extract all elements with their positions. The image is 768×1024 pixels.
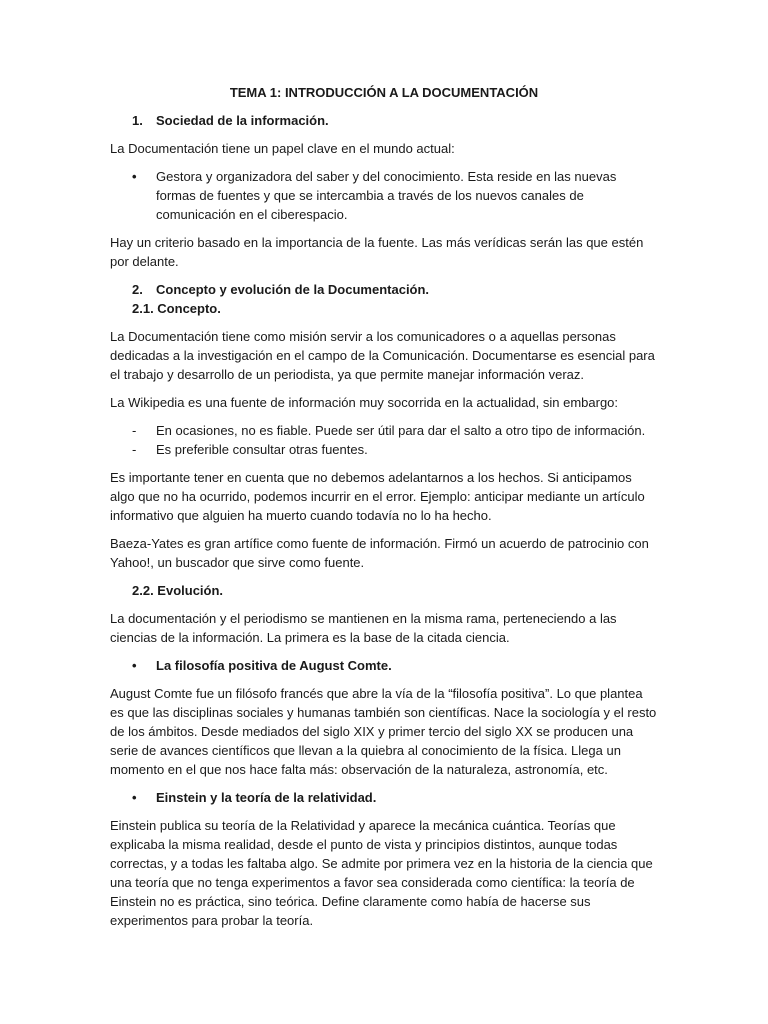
document-page <box>110 83 658 930</box>
dash-list-item <box>110 421 658 440</box>
paragraph: La documentación y el periodismo se mantienen en la misma rama, perteneciendo a las ciencias de la información. La primera es la base de la citada ciencia. <box>110 611 617 645</box>
dash-text: En ocasiones, no es fiable. Puede ser útil para dar el salto a otro tipo de información. <box>156 423 646 438</box>
paragraph: La Documentación tiene como misión servir a los comunicadores o a aquellas personas dedicadas a la investigación en el campo de la Comunicación. Documentarse es esencial para el trabajo y desarrollo de un periodista, ya que permite manejar información veraz. <box>110 329 655 382</box>
bullet-list-item <box>110 167 658 224</box>
dash-text: Es preferible consultar otras fuentes. <box>156 442 368 457</box>
dash-icon: - <box>132 442 137 457</box>
paragraph: August Comte fue un filósofo francés que abre la vía de la “filosofía positiva”. Lo que plantea es que las disciplinas sociales y humanas también son científicas. Nace la sociología y el resto de los ámbitos. Desde mediados del siglo XIX y primer tercio del siglo XX se producen una serie de avances científicos que llevan a la quiebra al conocimiento de la física. Llega un momento en el que nos hace falta más: observación de la naturaleza, astronomía, etc. <box>110 686 657 777</box>
bullet-list-item <box>110 656 658 675</box>
dash-list <box>110 421 658 459</box>
section-heading-1 <box>110 111 658 130</box>
section-title: Concepto y evolución de la Documentación. <box>156 282 430 297</box>
subsection-heading: 2.1. Concepto. <box>132 301 221 316</box>
bullet-text: Einstein y la teoría de la relatividad. <box>156 790 377 805</box>
paragraph: Es importante tener en cuenta que no debemos adelantarnos a los hechos. Si anticipamos algo que no ha ocurrido, podemos incurrir en el error. Ejemplo: anticipar mediante un artículo informativo que alguien ha muerto cuando todavía no lo ha hecho. <box>110 470 645 523</box>
paragraph: Einstein publica su teoría de la Relatividad y aparece la mecánica cuántica. Teorías que explicaba la misma realidad, desde el punto de vista y principios distintos, aunque todas correctas, y a todas les faltaba algo. Se admite por primera vez en la historia de la ciencia que una teoría que no tenga experimentos a favor sea considerada como científica: la teoría de Einstein no es práctica, sino teórica. Define claramente como había de hacerse sus experimentos para probar la teoría. <box>110 818 653 928</box>
bullet-icon: • <box>132 658 137 673</box>
paragraph: Baeza-Yates es gran artífice como fuente de información. Firmó un acuerdo de patrocinio con Yahoo!, un buscador que sirve como fuente. <box>110 536 649 570</box>
dash-list-item <box>110 440 658 459</box>
section-heading-2 <box>110 280 658 299</box>
paragraph: La Documentación tiene un papel clave en el mundo actual: <box>110 141 455 156</box>
bullet-icon: • <box>132 169 137 184</box>
document-title: TEMA 1: INTRODUCCIÓN A LA DOCUMENTACIÓN <box>229 85 539 100</box>
dash-icon: - <box>132 423 137 438</box>
paragraph: La Wikipedia es una fuente de información muy socorrida en la actualidad, sin embargo: <box>110 395 619 410</box>
bullet-text: Gestora y organizadora del saber y del conocimiento. Esta reside en las nuevas formas de fuentes y que se intercambia a través de los nuevos canales de comunicación en el ciberespacio. <box>156 169 617 222</box>
section-number: 1. <box>132 113 143 128</box>
bullet-list-item <box>110 788 658 807</box>
bullet-text: La filosofía positiva de August Comte. <box>156 658 392 673</box>
paragraph: Hay un criterio basado en la importancia de la fuente. Las más verídicas serán las que estén por delante. <box>110 235 644 269</box>
subsection-heading: 2.2. Evolución. <box>132 583 224 598</box>
section-number: 2. <box>132 282 143 297</box>
section-title: Sociedad de la información. <box>156 113 329 128</box>
bullet-icon: • <box>132 790 137 805</box>
